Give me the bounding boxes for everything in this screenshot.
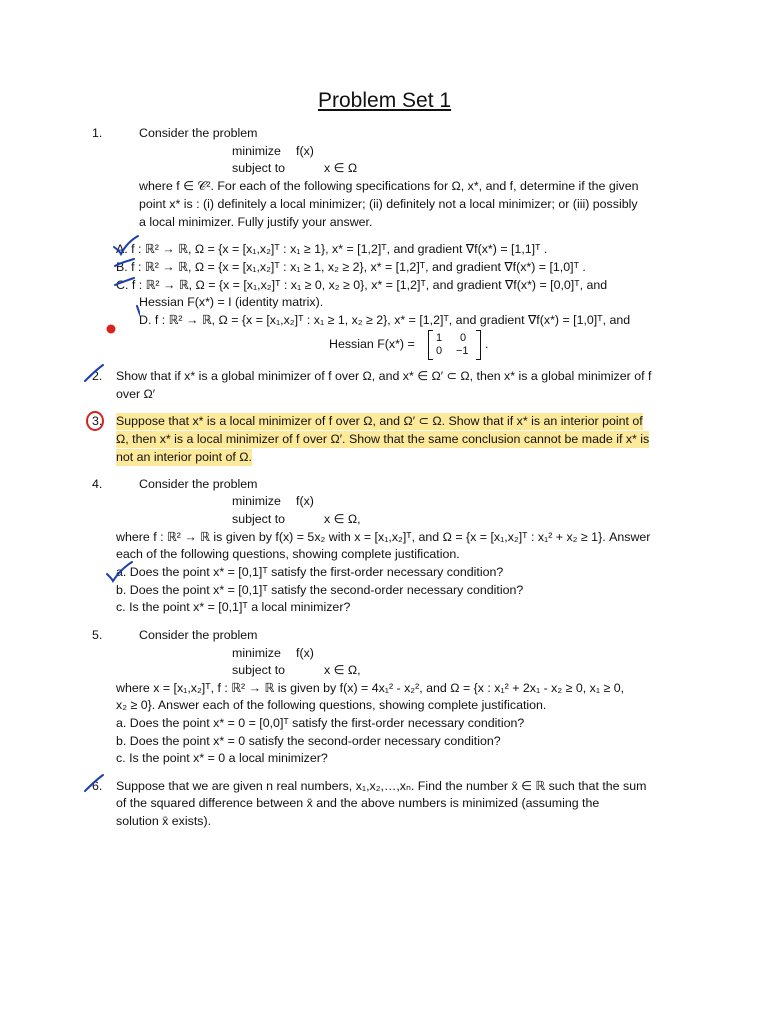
problem-5-constraint: x ∈ Ω,: [324, 663, 361, 677]
problem-1-where-line-1: where f ∈ 𝒞². For each of the following specifications for Ω, x*, and f, determine if the given: [139, 179, 639, 193]
problem-6-check-mark: [82, 772, 106, 796]
problem-2-number: 2.: [92, 369, 103, 383]
problem-2-check-mark: [82, 362, 106, 386]
problem-6-line-2: of the squared difference between x̄ and the above numbers is minimized (assuming the: [116, 796, 600, 810]
problem-5-part-c: c. Is the point x* = 0 a local minimizer?: [116, 751, 328, 765]
problem-5-where-line-2: x₂ ≥ 0}. Answer each of the following questions, showing complete justification.: [116, 698, 547, 712]
problem-4-minimize-label: minimize: [232, 494, 281, 508]
problem-1-part-c-line-2: Hessian F(x*) = I (identity matrix).: [139, 295, 324, 309]
matrix-right-bracket: [476, 330, 481, 360]
problem-4-number: 4.: [92, 477, 103, 491]
problem-1-intro: Consider the problem: [139, 126, 258, 140]
problem-5-intro: Consider the problem: [139, 628, 258, 642]
problem-6-number: 6.: [92, 779, 103, 793]
problem-1-part-d-hessian: Hessian F(x*) =: [329, 337, 415, 351]
problem-4-constraint: x ∈ Ω,: [324, 512, 361, 526]
problem-1-number: 1.: [92, 126, 103, 140]
problem-1-constraint: x ∈ Ω: [324, 161, 358, 175]
matrix-cell: 0: [436, 345, 443, 357]
matrix-cell: −1: [456, 345, 469, 357]
problem-2-line-2: over Ω′: [116, 387, 156, 401]
problem-1-objective: f(x): [296, 144, 314, 158]
problem-1-part-d: D. f : ℝ² → ℝ, Ω = {x = [x₁,x₂]ᵀ : x₁ ≥ 1, x₂ ≥ 2}, x* = [1,2]ᵀ, and gradient ∇f(x*) = [1,0]ᵀ, and: [139, 313, 631, 327]
problem-4-where-line-2: each of the following questions, showing complete justification.: [116, 547, 460, 561]
problem-3-line-1: Suppose that x* is a local minimizer of f over Ω, and Ω′ ⊂ Ω. Show that if x* is an interior point of: [116, 414, 643, 428]
problem-4-part-a: a. Does the point x* = [0,1]ᵀ satisfy the first-order necessary condition?: [116, 565, 504, 579]
matrix-left-bracket: [428, 330, 433, 360]
problem-4-part-c: c. Is the point x* = [0,1]ᵀ a local minimizer?: [116, 600, 351, 614]
problem-4-part-b: b. Does the point x* = [0,1]ᵀ satisfy the second-order necessary condition?: [116, 583, 524, 597]
problem-6-line-1: Suppose that we are given n real numbers, x₁,x₂,…,xₙ. Find the number x̄ ∈ ℝ such that the sum: [116, 779, 647, 793]
page-title: Problem Set 1: [318, 89, 452, 112]
problem-3-red-circle: [84, 409, 106, 433]
problem-5-minimize-label: minimize: [232, 646, 281, 660]
problem-2-line-1: Show that if x* is a global minimizer of f over Ω, and x* ∈ Ω′ ⊂ Ω, then x* is a global minimizer of f: [116, 369, 652, 383]
problem-3-line-3: not an interior point of Ω.: [116, 450, 253, 464]
problem-3-line-2: Ω, then x* is a local minimizer of f over Ω′. Show that the same conclusion cannot be made if x* is: [116, 432, 650, 446]
matrix-cell: 1: [436, 332, 443, 344]
matrix-period: .: [485, 337, 489, 351]
problem-4-subject-label: subject to: [232, 512, 286, 526]
problem-4-objective: f(x): [296, 494, 314, 508]
problem-5-where-line-1: where x = [x₁,x₂]ᵀ, f : ℝ² → ℝ is given by f(x) = 4x₁² - x₂², and Ω = {x : x₁² + 2x₁ - x₂ ≥ 0, x₁ ≥ 0,: [116, 681, 625, 695]
problem-5-number: 5.: [92, 628, 103, 642]
problem-1-part-a: A. f : ℝ² → ℝ, Ω = {x = [x₁,x₂]ᵀ : x₁ ≥ 1}, x* = [1,2]ᵀ, and gradient ∇f(x*) = [1,1]ᵀ .: [116, 242, 548, 256]
matrix-cell: 0: [460, 332, 467, 344]
problem-1-subject-label: subject to: [232, 161, 286, 175]
problem-4-where-line-1: where f : ℝ² → ℝ is given by f(x) = 5x₂ with x = [x₁,x₂]ᵀ, and Ω = {x = [x₁,x₂]ᵀ : x₁² + x₂ ≥ 1}. Answer: [116, 530, 651, 544]
red-dot-mark: [104, 322, 118, 336]
problem-5-part-a: a. Does the point x* = 0 = [0,0]ᵀ satisfy the first-order necessary condition?: [116, 716, 525, 730]
problem-6-line-3: solution x̄ exists).: [116, 814, 212, 828]
problem-1-part-b: B. f : ℝ² → ℝ, Ω = {x = [x₁,x₂]ᵀ : x₁ ≥ 1, x₂ ≥ 2}, x* = [1,2]ᵀ, and gradient ∇f(x*) = [1,0]ᵀ .: [116, 260, 586, 274]
hessian-matrix: [428, 330, 484, 360]
problem-1-where-line-3: a local minimizer. Fully justify your answer.: [139, 215, 373, 229]
problem-5-objective: f(x): [296, 646, 314, 660]
problem-1-part-c: C. f : ℝ² → ℝ, Ω = {x = [x₁,x₂]ᵀ : x₁ ≥ 0, x₂ ≥ 0}, x* = [1,2]ᵀ, and gradient ∇f(x*) = [0,0]ᵀ, and: [116, 278, 608, 292]
problem-3-number: 3.: [92, 414, 103, 428]
problem-5-subject-label: subject to: [232, 663, 286, 677]
problem-4a-check-mark: [104, 560, 134, 584]
problem-5-part-b: b. Does the point x* = 0 satisfy the second-order necessary condition?: [116, 734, 501, 748]
problem-1-where-line-2: point x* is : (i) definitely a local minimizer; (ii) definitely not a local minimizer; or (iii) possibly: [139, 197, 638, 211]
handwritten-check-marks: [110, 232, 140, 322]
problem-1-minimize-label: minimize: [232, 144, 281, 158]
problem-4-intro: Consider the problem: [139, 477, 258, 491]
